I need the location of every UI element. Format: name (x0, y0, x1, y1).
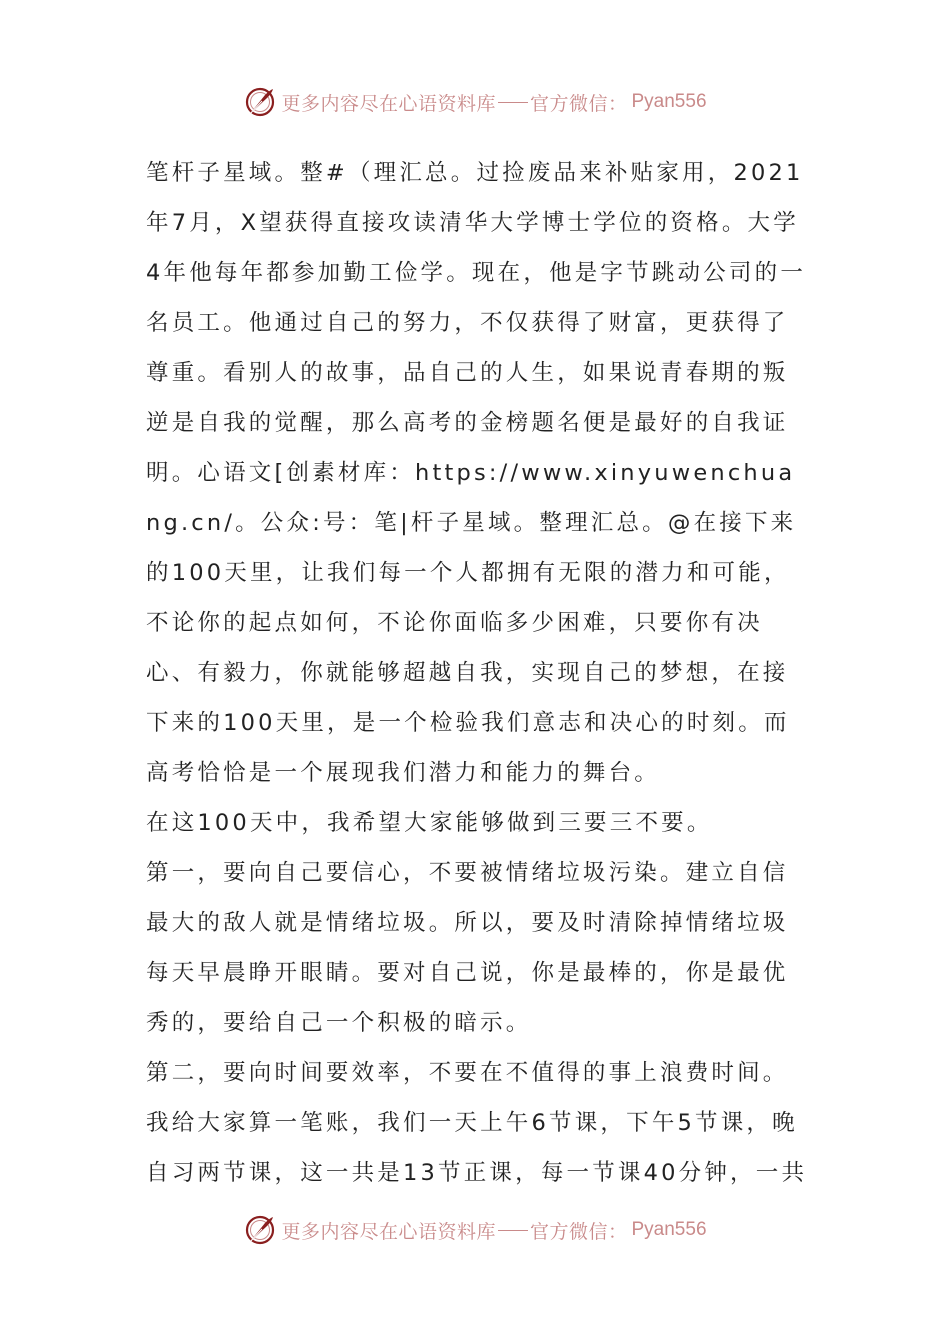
document-body (146, 148, 811, 1198)
paragraph: 第一，要向自己要信心，不要被情绪垃圾污染。建立自信最大的敌人就是情绪垃圾。所以，要及时清除掉情绪垃圾每天早晨睁开眼睛。要对自己说，你是最棒的，你是最优秀的，要给自己一个积极的暗示。 (146, 860, 789, 1036)
banner-suffix: 官方微信： (529, 1220, 628, 1243)
banner-suffix: 官方微信： (529, 92, 628, 115)
paragraph: 第二，要向时间要效率，不要在不值得的事上浪费时间。我给大家算一笔账，我们一天上午6节课，下午5节课，晚自习两节课，这一共是13节正课，每一节课40分钟，一共 (146, 1060, 808, 1186)
paragraph: 笔杆子星域。整#（理汇总。过捡废品来补贴家用，2021年7月，X望获得直接攻读清华大学博士学位的资格。大学4年他每年都参加勤工俭学。现在，他是字节跳动公司的一名员工。他通过自己的努力，不仅获得了财富，更获得了尊重。看别人的故事，品自己的人生，如果说青春期的叛逆是自我的觉醒，那么高考的金榜题名便是最好的自我证明。心语文[创素材库：https://www.xinyuwenchuang.cn/。公众:号：笔|杆子星域。整理汇总。@在接下来的100天里，让我们每一个人都拥有无限的潜力和可能，不论你的起点如何，不论你面临多少困难，只要你有决心、有毅力，你就能够超越自我，实现自己的梦想，在接下来的100天里，是一个检验我们意志和决心的时刻。而高考恰恰是一个展现我们潜力和能力的舞台。 (146, 160, 807, 786)
banner-account: Pyan556 (631, 91, 707, 112)
footer-watermark-banner (0, 1208, 950, 1252)
banner-text: 更多内容尽在心语资料库 (281, 92, 496, 115)
banner-dash (498, 102, 528, 103)
header-watermark-banner (0, 80, 950, 124)
quill-seal-logo-icon (243, 85, 277, 119)
banner-text: 更多内容尽在心语资料库 (281, 1220, 496, 1243)
paragraph: 在这100天中，我希望大家能够做到三要三不要。 (146, 810, 713, 836)
banner-account: Pyan556 (631, 1219, 707, 1240)
banner-dash (498, 1230, 528, 1231)
quill-seal-logo-icon (243, 1213, 277, 1247)
